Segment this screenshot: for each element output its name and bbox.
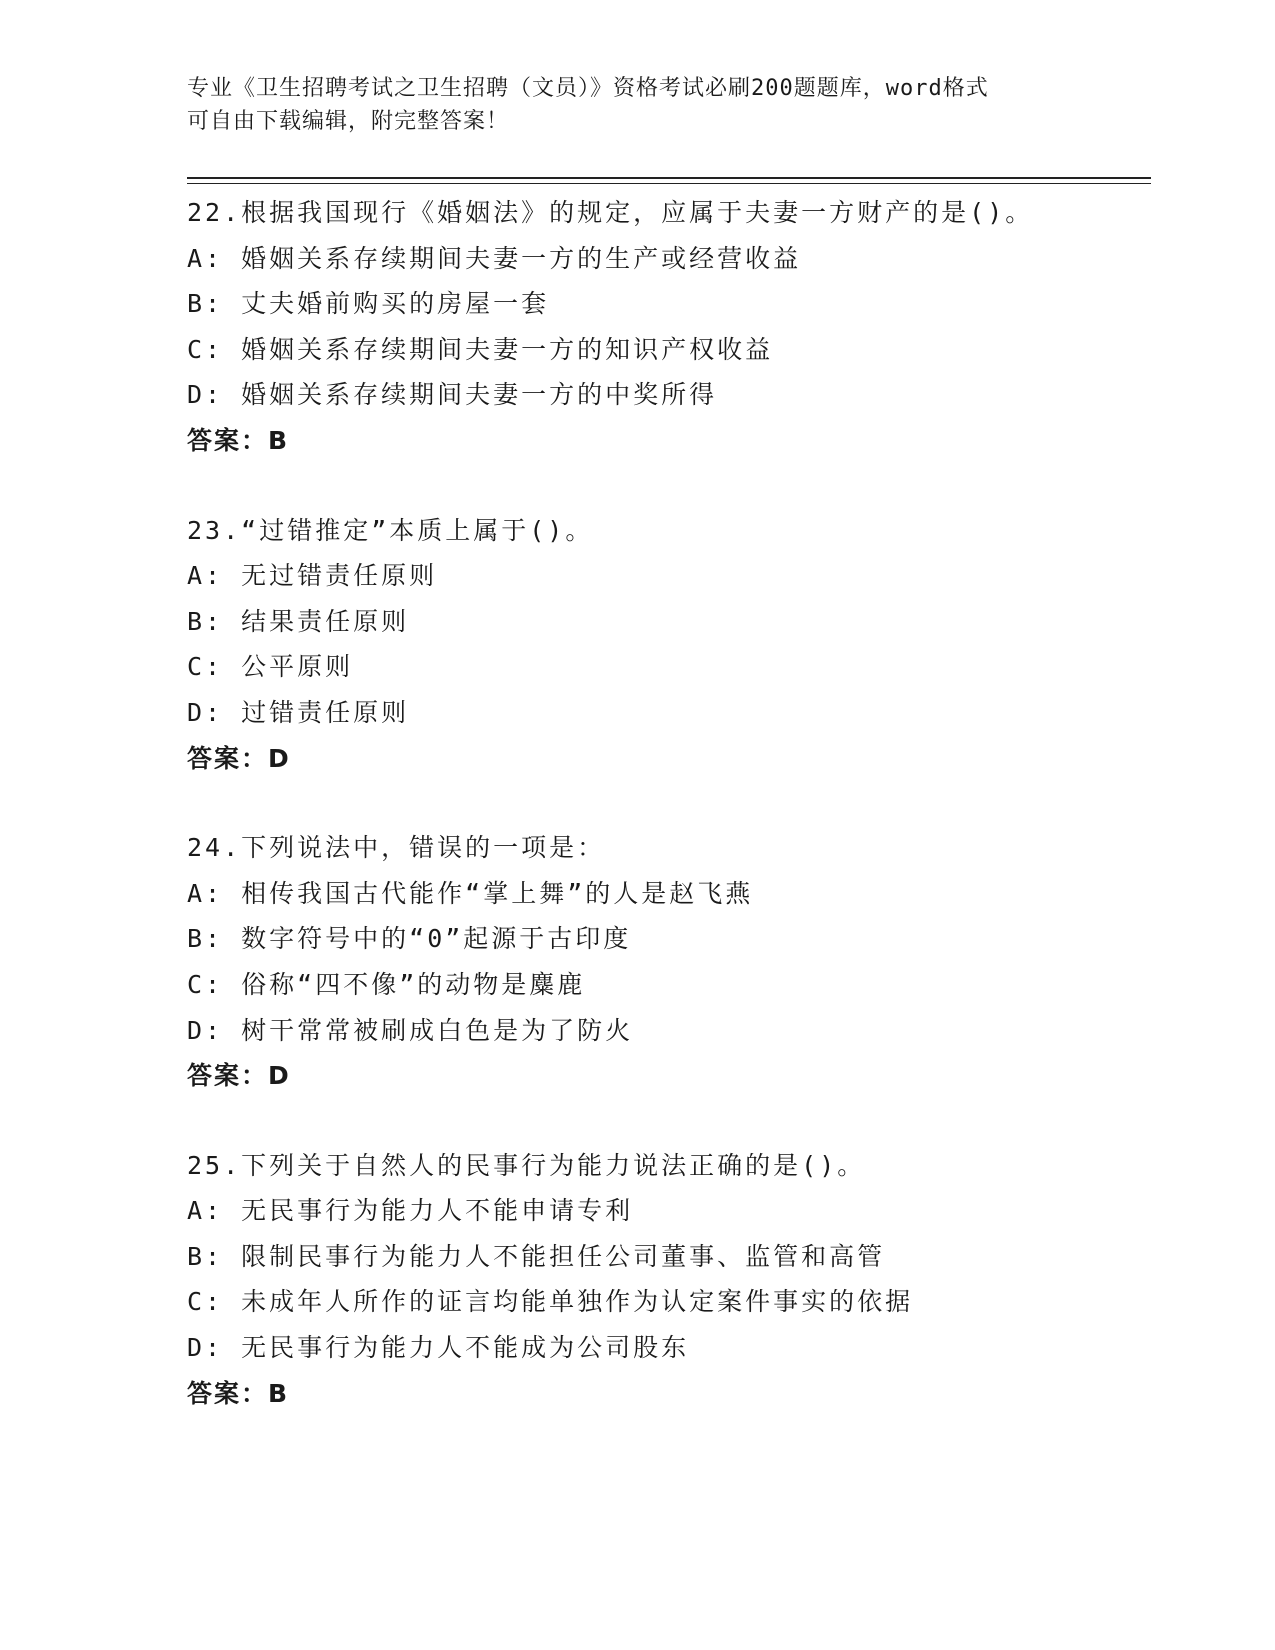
option-d: D: 树干常常被刷成白色是为了防火	[187, 1015, 634, 1045]
option-d: D: 过错责任原则	[187, 697, 410, 727]
answer-label: 答案：	[187, 1378, 269, 1408]
answer-value: B	[268, 1378, 289, 1408]
option-b: B: 丈夫婚前购买的房屋一套	[187, 289, 550, 319]
header-line-1: 专业《卫生招聘考试之卫生招聘（文员）》资格考试必刷200题题库，word格式	[187, 76, 989, 101]
option-c: C: 俗称“四不像”的动物是麋鹿	[187, 969, 586, 999]
option-d: D: 婚姻关系存续期间夫妻一方的中奖所得	[187, 380, 718, 410]
answer-line	[187, 1371, 1151, 1417]
question-stem: 22.根据我国现行《婚姻法》的规定，应属于夫妻一方财产的是()。	[187, 198, 1034, 227]
question-stem: 23.“过错推定”本质上属于()。	[187, 515, 594, 545]
option-a: A: 相传我国古代能作“掌上舞”的人是赵飞燕	[187, 878, 754, 908]
option-a: A: 无过错责任原则	[187, 561, 438, 591]
header-divider-thin	[187, 183, 1151, 184]
answer-label: 答案：	[187, 743, 269, 773]
document-header	[187, 72, 1087, 138]
answer-line	[187, 418, 1151, 464]
answer-line	[187, 736, 1151, 782]
answer-label: 答案：	[187, 1061, 269, 1091]
question-list	[187, 190, 1151, 1460]
option-c: C: 婚姻关系存续期间夫妻一方的知识产权收益	[187, 334, 774, 364]
question-25	[187, 1143, 1151, 1417]
option-c: C: 公平原则	[187, 652, 354, 682]
question-22	[187, 190, 1151, 464]
question-stem: 24.下列说法中，错误的一项是：	[187, 833, 606, 863]
question-24	[187, 825, 1151, 1099]
question-23	[187, 508, 1151, 782]
option-b: B: 结果责任原则	[187, 606, 410, 636]
option-c: C: 未成年人所作的证言均能单独作为认定案件事实的依据	[187, 1287, 914, 1317]
answer-value: D	[268, 743, 290, 773]
answer-value: D	[268, 1061, 290, 1091]
option-b: B: 限制民事行为能力人不能担任公司董事、监管和高管	[187, 1241, 886, 1271]
header-line-2: 可自由下载编辑，附完整答案！	[187, 109, 510, 134]
option-b: B: 数字符号中的“0”起源于古印度	[187, 924, 632, 954]
option-a: A: 无民事行为能力人不能申请专利	[187, 1196, 634, 1226]
option-d: D: 无民事行为能力人不能成为公司股东	[187, 1333, 690, 1363]
question-stem: 25.下列关于自然人的民事行为能力说法正确的是()。	[187, 1150, 866, 1180]
answer-label: 答案：	[187, 425, 269, 455]
answer-value: B	[268, 425, 289, 455]
header-divider-thick	[187, 177, 1151, 179]
answer-line	[187, 1053, 1151, 1099]
option-a: A: 婚姻关系存续期间夫妻一方的生产或经营收益	[187, 243, 802, 273]
